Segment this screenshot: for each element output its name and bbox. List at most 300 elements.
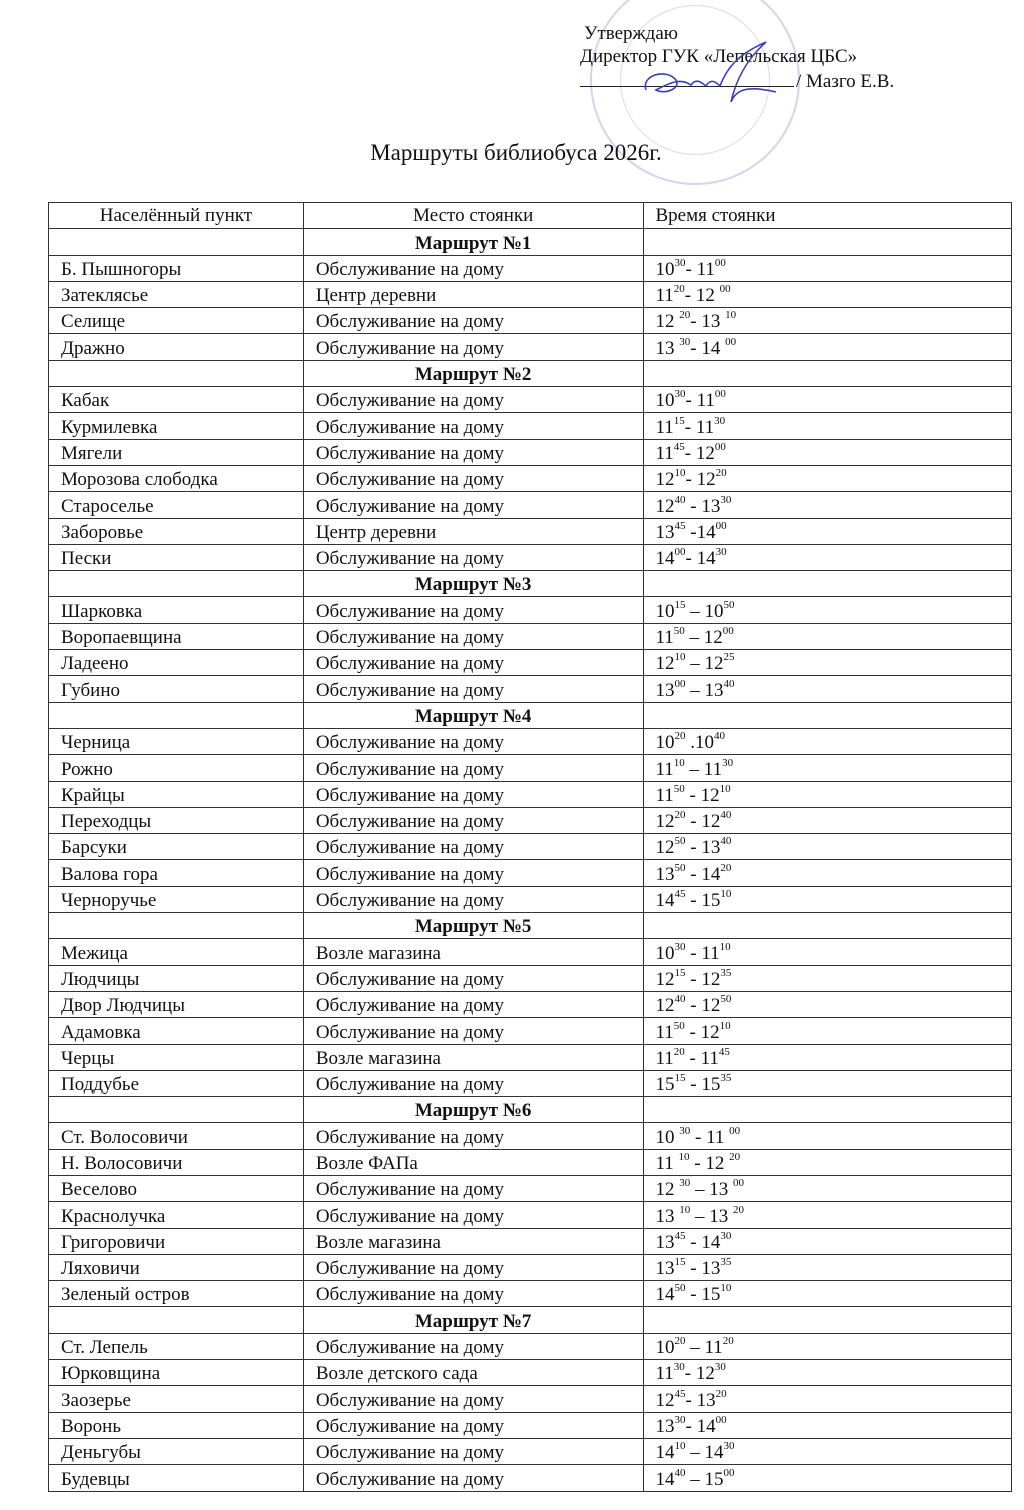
time-separator: - <box>685 390 697 412</box>
time-from-hour: 13 <box>655 337 680 359</box>
settlement-cell: Затеклясье <box>49 281 304 307</box>
time-separator: - <box>685 495 702 517</box>
time-separator: - <box>685 968 702 990</box>
route-empty-cell <box>643 360 1012 386</box>
time-from-minute: 50 <box>674 1282 686 1295</box>
parking-time-cell <box>643 334 1012 360</box>
time-to-minute: 10 <box>720 1282 732 1295</box>
settlement-cell: Воропаевщина <box>49 623 304 649</box>
time-to-hour: 15 <box>701 890 721 912</box>
time-separator: - <box>684 442 696 464</box>
parking-place-cell: Обслуживание на дому <box>303 465 643 491</box>
time-from-minute: 30 <box>673 1361 685 1374</box>
parking-place-cell: Обслуживание на дому <box>303 492 643 518</box>
time-from-hour: 13 <box>655 521 675 543</box>
parking-place-cell: Возле детского сада <box>303 1360 643 1386</box>
route-empty-cell <box>49 1307 304 1333</box>
parking-place-cell: Обслуживание на дому <box>303 1175 643 1201</box>
settlement-cell: Заозерье <box>49 1386 304 1412</box>
parking-place-cell: Обслуживание на дому <box>303 255 643 281</box>
time-to-minute: 25 <box>723 651 735 664</box>
parking-time-cell <box>643 308 1012 334</box>
table-row <box>49 1254 1012 1280</box>
route-name: Маршрут №6 <box>303 1097 643 1123</box>
time-to-minute: 40 <box>720 835 732 848</box>
page-title: Маршруты библиобуса 2026г. <box>370 140 662 165</box>
time-separator: - <box>684 416 696 438</box>
time-to-minute: 35 <box>720 1256 732 1269</box>
time-to-minute: 30 <box>722 756 734 769</box>
time-separator: - <box>684 1021 701 1043</box>
time-from-minute: 30 <box>679 335 691 348</box>
table-row <box>49 1360 1012 1386</box>
parking-place-cell: Обслуживание на дому <box>303 1202 643 1228</box>
time-from-hour: 13 <box>655 1415 675 1437</box>
time-from-hour: 11 <box>655 442 674 464</box>
parking-time-cell <box>643 728 1012 754</box>
parking-time-cell <box>643 965 1012 991</box>
time-to-hour: 14 <box>704 1442 724 1464</box>
settlement-cell: Черноручье <box>49 886 304 912</box>
parking-time-cell <box>643 518 1012 544</box>
time-to-minute: 10 <box>725 309 737 322</box>
route-name: Маршрут №4 <box>303 702 643 728</box>
parking-time-cell <box>643 387 1012 413</box>
time-from-hour: 14 <box>655 1442 675 1464</box>
time-to-hour: 11 <box>706 1126 730 1148</box>
table-row <box>49 334 1012 360</box>
time-separator: . <box>685 732 695 754</box>
table-row <box>49 1228 1012 1254</box>
parking-time-cell <box>643 755 1012 781</box>
time-from-minute: 40 <box>674 493 686 506</box>
time-to-minute: 10 <box>719 782 731 795</box>
parking-place-cell: Обслуживание на дому <box>303 1386 643 1412</box>
parking-place-cell: Обслуживание на дому <box>303 807 643 833</box>
approver-name: / Мазго Е.В. <box>796 71 895 92</box>
table-row <box>49 1149 1012 1175</box>
time-to-hour: 14 <box>696 1415 716 1437</box>
table-row <box>49 1202 1012 1228</box>
time-to-hour: 13 <box>709 1205 733 1227</box>
time-to-minute: 20 <box>733 1203 744 1216</box>
route-header-row <box>49 702 1012 728</box>
route-empty-cell <box>49 913 304 939</box>
settlement-cell: Губино <box>49 676 304 702</box>
route-empty-cell <box>49 702 304 728</box>
time-to-minute: 35 <box>720 966 732 979</box>
table-row <box>49 1465 1012 1491</box>
time-from-hour: 10 <box>655 600 675 622</box>
parking-place-cell: Обслуживание на дому <box>303 650 643 676</box>
time-from-hour: 11 <box>655 1152 679 1174</box>
parking-time-cell <box>643 1175 1012 1201</box>
time-from-minute: 45 <box>673 440 685 453</box>
time-separator: - <box>685 837 702 859</box>
time-separator: – <box>685 1442 705 1464</box>
time-to-hour: 11 <box>696 258 715 280</box>
signature-underline <box>580 68 794 87</box>
time-to-hour: 14 <box>696 521 716 543</box>
time-from-hour: 10 <box>655 258 675 280</box>
time-separator: - <box>690 1126 707 1148</box>
time-to-hour: 11 <box>695 416 715 438</box>
parking-place-cell: Обслуживание на дому <box>303 886 643 912</box>
table-row <box>49 965 1012 991</box>
table-row <box>49 1070 1012 1096</box>
settlement-cell: Краснолучка <box>49 1202 304 1228</box>
time-from-hour: 13 <box>655 863 675 885</box>
settlement-cell: Кабак <box>49 387 304 413</box>
time-separator: - <box>685 995 702 1017</box>
time-from-hour: 12 <box>655 995 675 1017</box>
time-to-minute: 30 <box>714 1361 726 1374</box>
time-to-hour: 12 <box>695 1363 715 1385</box>
time-to-hour: 10 <box>695 732 714 754</box>
parking-time-cell <box>643 1018 1012 1044</box>
time-separator: - <box>685 521 697 543</box>
time-to-hour: 12 <box>700 784 720 806</box>
table-row <box>49 834 1012 860</box>
table-row <box>49 1044 1012 1070</box>
parking-time-cell <box>643 1202 1012 1228</box>
parking-time-cell <box>643 1149 1012 1175</box>
time-from-hour: 13 <box>655 1205 680 1227</box>
time-to-minute: 50 <box>720 993 732 1006</box>
time-to-minute: 00 <box>715 519 727 532</box>
parking-time-cell <box>643 860 1012 886</box>
routes-table-body <box>49 229 1012 1491</box>
time-from-hour: 14 <box>655 890 675 912</box>
time-separator: – <box>685 1337 705 1359</box>
time-separator: - <box>685 1074 702 1096</box>
settlement-cell: Ст. Волосовичи <box>49 1123 304 1149</box>
time-to-hour: 12 <box>695 285 720 307</box>
approval-block <box>580 22 894 93</box>
parking-time-cell <box>643 1333 1012 1359</box>
table-row <box>49 1175 1012 1201</box>
time-separator: - <box>684 285 696 307</box>
table-row <box>49 939 1012 965</box>
settlement-cell: Крайцы <box>49 781 304 807</box>
time-from-minute: 40 <box>674 993 686 1006</box>
time-separator: – <box>685 1468 705 1490</box>
time-from-hour: 12 <box>655 495 675 517</box>
table-row <box>49 413 1012 439</box>
time-to-hour: 13 <box>701 1258 721 1280</box>
time-from-minute: 00 <box>674 677 686 690</box>
time-from-minute: 15 <box>673 414 685 427</box>
time-from-hour: 10 <box>655 942 675 964</box>
time-to-hour: 15 <box>701 1284 721 1306</box>
time-from-hour: 12 <box>655 837 675 859</box>
parking-place-cell: Обслуживание на дому <box>303 597 643 623</box>
time-to-hour: 14 <box>701 1231 721 1253</box>
table-row <box>49 623 1012 649</box>
time-to-hour: 12 <box>696 469 716 491</box>
time-to-minute: 00 <box>723 1466 735 1479</box>
settlement-cell: Н. Волосовичи <box>49 1149 304 1175</box>
route-header-row <box>49 571 1012 597</box>
parking-place-cell: Обслуживание на дому <box>303 544 643 570</box>
time-to-hour: 13 <box>704 679 724 701</box>
parking-time-cell <box>643 623 1012 649</box>
time-to-minute: 00 <box>714 388 726 401</box>
time-from-minute: 15 <box>674 1072 686 1085</box>
time-from-hour: 11 <box>655 627 674 649</box>
parking-place-cell: Обслуживание на дому <box>303 1412 643 1438</box>
time-separator: – <box>685 679 705 701</box>
table-row <box>49 597 1012 623</box>
route-name: Маршрут №1 <box>303 229 643 255</box>
time-separator: - <box>685 1231 702 1253</box>
time-from-minute: 15 <box>674 966 686 979</box>
time-from-minute: 10 <box>674 467 686 480</box>
parking-time-cell <box>643 676 1012 702</box>
time-to-minute: 30 <box>720 1229 732 1242</box>
table-row <box>49 886 1012 912</box>
time-to-minute: 10 <box>720 888 732 901</box>
parking-time-cell <box>643 439 1012 465</box>
route-name: Маршрут №5 <box>303 913 643 939</box>
time-separator: – <box>690 1179 710 1201</box>
time-to-hour: 12 <box>701 811 721 833</box>
time-from-minute: 45 <box>674 519 686 532</box>
time-to-minute: 00 <box>733 1177 744 1190</box>
settlement-cell: Барсуки <box>49 834 304 860</box>
route-empty-cell <box>643 229 1012 255</box>
time-from-minute: 10 <box>679 1203 691 1216</box>
time-separator: – <box>690 1205 710 1227</box>
parking-time-cell <box>643 991 1012 1017</box>
parking-time-cell <box>643 413 1012 439</box>
time-from-hour: 10 <box>655 1126 680 1148</box>
time-from-minute: 10 <box>674 651 686 664</box>
route-empty-cell <box>49 229 304 255</box>
header-parking-time: Время стоянки <box>643 203 1012 229</box>
time-from-minute: 30 <box>674 940 686 953</box>
settlement-cell: Селище <box>49 308 304 334</box>
parking-place-cell: Обслуживание на дому <box>303 755 643 781</box>
parking-place-cell: Обслуживание на дому <box>303 834 643 860</box>
time-from-hour: 10 <box>655 732 675 754</box>
time-from-minute: 50 <box>673 782 685 795</box>
time-from-minute: 30 <box>674 256 686 269</box>
time-to-hour: 14 <box>701 863 721 885</box>
table-row <box>49 1412 1012 1438</box>
parking-time-cell <box>643 281 1012 307</box>
time-to-minute: 20 <box>729 1150 741 1163</box>
route-name: Маршрут №2 <box>303 360 643 386</box>
route-header-row <box>49 360 1012 386</box>
settlement-cell: Пески <box>49 544 304 570</box>
time-to-minute: 50 <box>723 598 735 611</box>
time-to-minute: 20 <box>722 1335 734 1348</box>
settlement-cell: Рожно <box>49 755 304 781</box>
settlement-cell: Поддубье <box>49 1070 304 1096</box>
time-to-hour: 12 <box>704 653 724 675</box>
parking-place-cell: Центр деревни <box>303 281 643 307</box>
settlement-cell: Веселово <box>49 1175 304 1201</box>
time-from-hour: 10 <box>655 390 675 412</box>
time-to-minute: 00 <box>714 256 726 269</box>
settlement-cell: Б. Пышногоры <box>49 255 304 281</box>
settlement-cell: Григоровичи <box>49 1228 304 1254</box>
time-from-minute: 30 <box>674 1413 686 1426</box>
parking-place-cell: Обслуживание на дому <box>303 1070 643 1096</box>
table-row <box>49 544 1012 570</box>
parking-time-cell <box>643 1465 1012 1491</box>
settlement-cell: Адамовка <box>49 1018 304 1044</box>
time-from-minute: 40 <box>674 1466 686 1479</box>
time-to-hour: 11 <box>696 390 715 412</box>
route-header-row <box>49 1097 1012 1123</box>
time-to-minute: 45 <box>718 1045 730 1058</box>
parking-time-cell <box>643 492 1012 518</box>
time-separator: - <box>684 1363 696 1385</box>
settlement-cell: Черница <box>49 728 304 754</box>
route-header-row <box>49 913 1012 939</box>
parking-place-cell: Обслуживание на дому <box>303 334 643 360</box>
approval-heading: Утверждаю <box>584 23 678 44</box>
time-to-hour: 13 <box>701 311 726 333</box>
time-from-minute: 20 <box>674 1335 686 1348</box>
time-to-minute: 30 <box>720 493 732 506</box>
time-to-hour: 15 <box>704 1468 724 1490</box>
settlement-cell: Морозова слободка <box>49 465 304 491</box>
time-to-hour: 14 <box>701 337 726 359</box>
time-to-hour: 13 <box>709 1179 733 1201</box>
settlement-cell: Воронь <box>49 1412 304 1438</box>
settlement-cell: Деньгубы <box>49 1438 304 1464</box>
settlement-cell: Валова гора <box>49 860 304 886</box>
time-separator: – <box>685 600 705 622</box>
parking-time-cell <box>643 1070 1012 1096</box>
time-from-minute: 45 <box>674 1387 686 1400</box>
time-to-minute: 20 <box>720 861 732 874</box>
route-empty-cell <box>643 571 1012 597</box>
time-separator: - <box>685 942 702 964</box>
table-row <box>49 1438 1012 1464</box>
time-to-hour: 11 <box>700 1047 719 1069</box>
time-from-minute: 15 <box>674 1256 686 1269</box>
time-from-hour: 14 <box>655 1284 675 1306</box>
time-from-hour: 11 <box>655 1047 674 1069</box>
table-row <box>49 255 1012 281</box>
parking-place-cell: Возле магазина <box>303 1044 643 1070</box>
time-to-minute: 10 <box>719 1019 731 1032</box>
time-from-hour: 11 <box>655 784 674 806</box>
table-row <box>49 728 1012 754</box>
parking-place-cell: Обслуживание на дому <box>303 860 643 886</box>
time-separator: - <box>689 1152 706 1174</box>
time-separator: - <box>685 1415 697 1437</box>
routes-table <box>48 202 1012 1492</box>
table-row <box>49 281 1012 307</box>
time-to-minute: 30 <box>714 414 726 427</box>
time-from-hour: 14 <box>655 548 675 570</box>
settlement-cell: Межица <box>49 939 304 965</box>
header-parking-place: Место стоянки <box>303 203 643 229</box>
time-from-minute: 45 <box>674 888 686 901</box>
time-to-minute: 40 <box>720 809 732 822</box>
settlement-cell: Зеленый остров <box>49 1281 304 1307</box>
time-separator: - <box>685 469 697 491</box>
time-from-hour: 12 <box>655 1389 675 1411</box>
parking-place-cell: Возле ФАПа <box>303 1149 643 1175</box>
time-separator: - <box>685 1284 702 1306</box>
time-from-hour: 11 <box>655 416 674 438</box>
parking-time-cell <box>643 597 1012 623</box>
parking-time-cell <box>643 807 1012 833</box>
time-separator: - <box>685 1389 697 1411</box>
settlement-cell: Будевцы <box>49 1465 304 1491</box>
settlement-cell: Двор Людчицы <box>49 991 304 1017</box>
time-from-hour: 15 <box>655 1074 675 1096</box>
time-to-hour: 12 <box>695 442 715 464</box>
route-empty-cell <box>643 1097 1012 1123</box>
route-empty-cell <box>643 702 1012 728</box>
parking-place-cell: Обслуживание на дому <box>303 728 643 754</box>
time-from-minute: 10 <box>674 1440 686 1453</box>
table-row <box>49 387 1012 413</box>
time-from-hour: 11 <box>655 285 674 307</box>
parking-time-cell <box>643 834 1012 860</box>
time-from-hour: 11 <box>655 1363 674 1385</box>
time-from-hour: 12 <box>655 311 680 333</box>
time-separator: – <box>684 627 704 649</box>
settlement-cell: Мягели <box>49 439 304 465</box>
approval-signature-line <box>580 68 894 93</box>
time-to-hour: 11 <box>704 1337 723 1359</box>
time-separator: - <box>685 258 697 280</box>
time-to-minute: 20 <box>715 467 727 480</box>
time-separator: - <box>685 811 702 833</box>
parking-time-cell <box>643 650 1012 676</box>
time-from-minute: 30 <box>679 1177 691 1190</box>
table-header-row <box>49 203 1012 229</box>
parking-place-cell: Обслуживание на дому <box>303 676 643 702</box>
parking-time-cell <box>643 781 1012 807</box>
parking-place-cell: Обслуживание на дому <box>303 1281 643 1307</box>
parking-place-cell: Обслуживание на дому <box>303 308 643 334</box>
settlement-cell: Людчицы <box>49 965 304 991</box>
time-from-hour: 13 <box>655 1231 675 1253</box>
parking-place-cell: Обслуживание на дому <box>303 1438 643 1464</box>
time-from-hour: 12 <box>655 469 675 491</box>
time-to-hour: 13 <box>696 1389 716 1411</box>
time-separator: - <box>685 1258 702 1280</box>
time-to-hour: 11 <box>703 758 723 780</box>
time-to-minute: 30 <box>723 1440 735 1453</box>
settlement-cell: Курмилевка <box>49 413 304 439</box>
route-empty-cell <box>49 571 304 597</box>
table-row <box>49 465 1012 491</box>
parking-place-cell: Обслуживание на дому <box>303 991 643 1017</box>
time-to-hour: 10 <box>704 600 724 622</box>
header-settlement: Населённый пункт <box>49 203 304 229</box>
parking-place-cell: Обслуживание на дому <box>303 413 643 439</box>
approval-position: Директор ГУК «Лепельская ЦБС» <box>580 46 858 67</box>
time-from-minute: 00 <box>674 546 686 559</box>
route-name: Маршрут №3 <box>303 571 643 597</box>
settlement-cell: Дражно <box>49 334 304 360</box>
time-from-minute: 15 <box>674 598 686 611</box>
time-from-minute: 45 <box>674 1229 686 1242</box>
time-separator: - <box>684 784 701 806</box>
time-to-hour: 13 <box>701 837 721 859</box>
time-to-minute: 10 <box>719 940 731 953</box>
